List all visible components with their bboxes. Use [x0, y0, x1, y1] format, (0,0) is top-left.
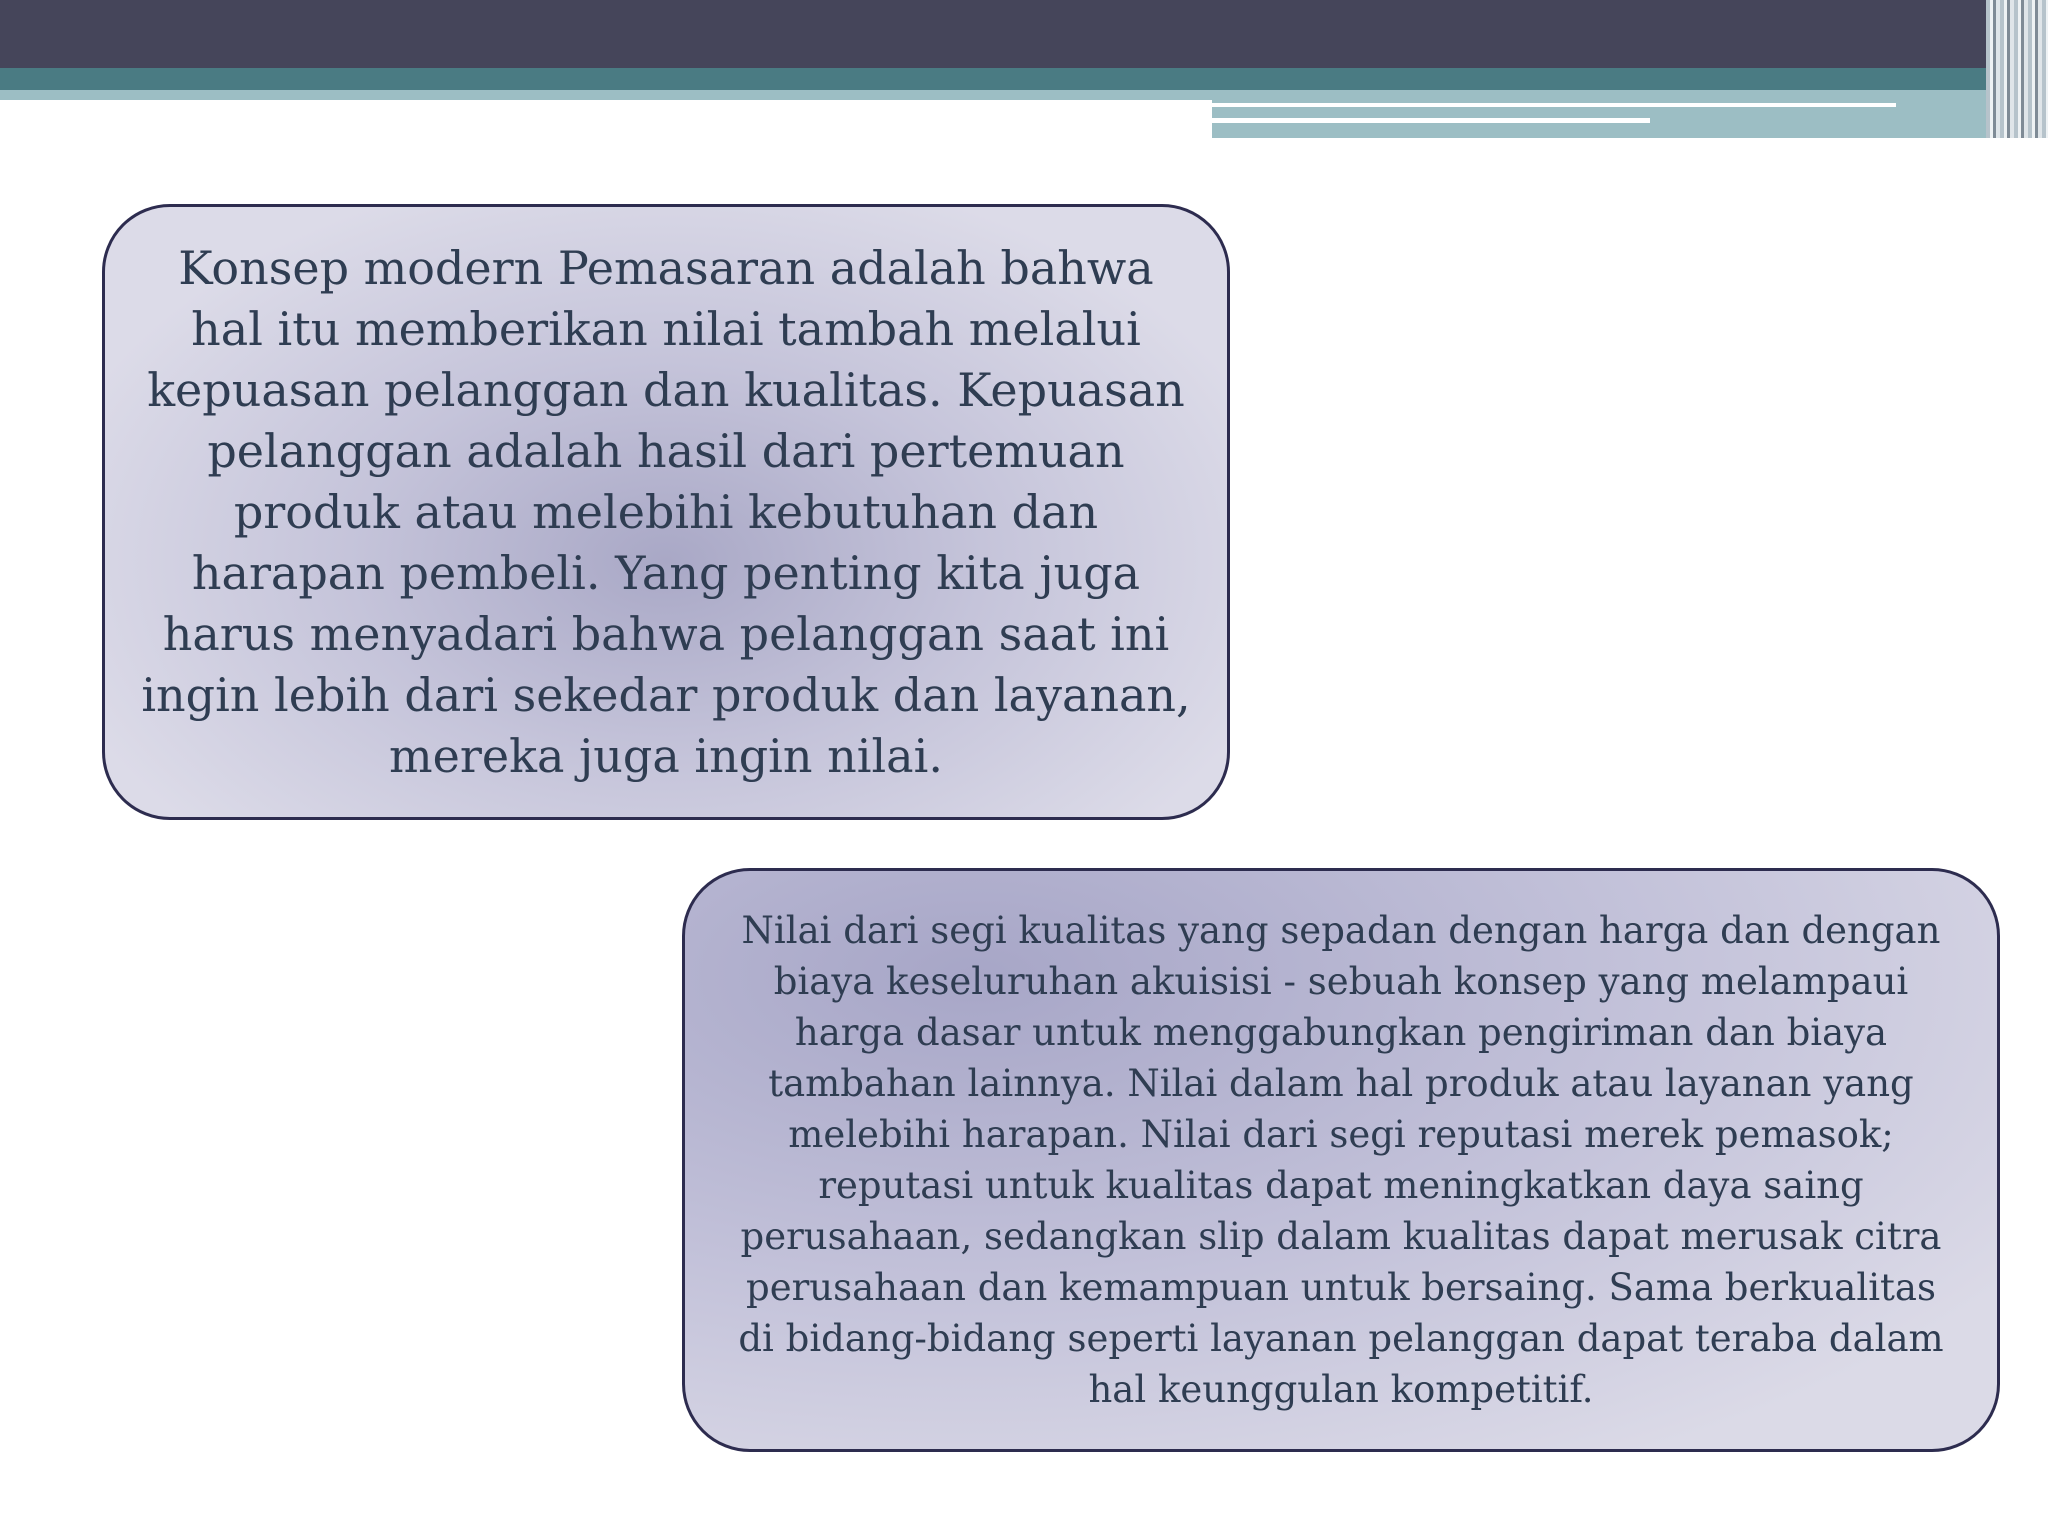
header-teal-band — [0, 68, 2048, 90]
header-corner-stripes — [1986, 0, 2048, 138]
header-light-band — [0, 90, 1212, 100]
value-paragraph: Nilai dari segi kualitas yang sepadan dengan harga dan dengan biaya keseluruhan akuisisi - sebuah konsep yang melampaui harga dasar untuk menggabungkan pengiriman dan biaya tambahan lainnya. Nilai dalam hal produk atau layanan yang melebihi harapan. Nilai dari segi reputasi merek pemasok; reputasi untuk kualitas dapat meningkatkan daya saing perusahaan, sedangkan slip dalam kualitas dapat merusak citra perusahaan dan kemampuan untuk bersaing. Sama berkualitas di bidang-bidang seperti layanan pelanggan dapat teraba dalam hal keunggulan kompetitif. — [738, 909, 1944, 1411]
concept-text-box — [102, 204, 1230, 820]
header-white-line — [1212, 103, 1896, 107]
header-right-block — [1212, 90, 2048, 138]
header-white-line-short — [1212, 118, 1650, 123]
header-dark-bar — [0, 0, 2048, 68]
value-text-box — [682, 868, 2000, 1452]
concept-paragraph: Konsep modern Pemasaran adalah bahwa hal itu memberikan nilai tambah melalui kepuasan pelanggan dan kualitas. Kepuasan pelanggan adalah hasil dari pertemuan produk atau melebihi kebutuhan dan harapan pembeli. Yang penting kita juga harus menyadari bahwa pelanggan saat ini ingin lebih dari sekedar produk dan layanan, mereka juga ingin nilai. — [141, 240, 1191, 783]
